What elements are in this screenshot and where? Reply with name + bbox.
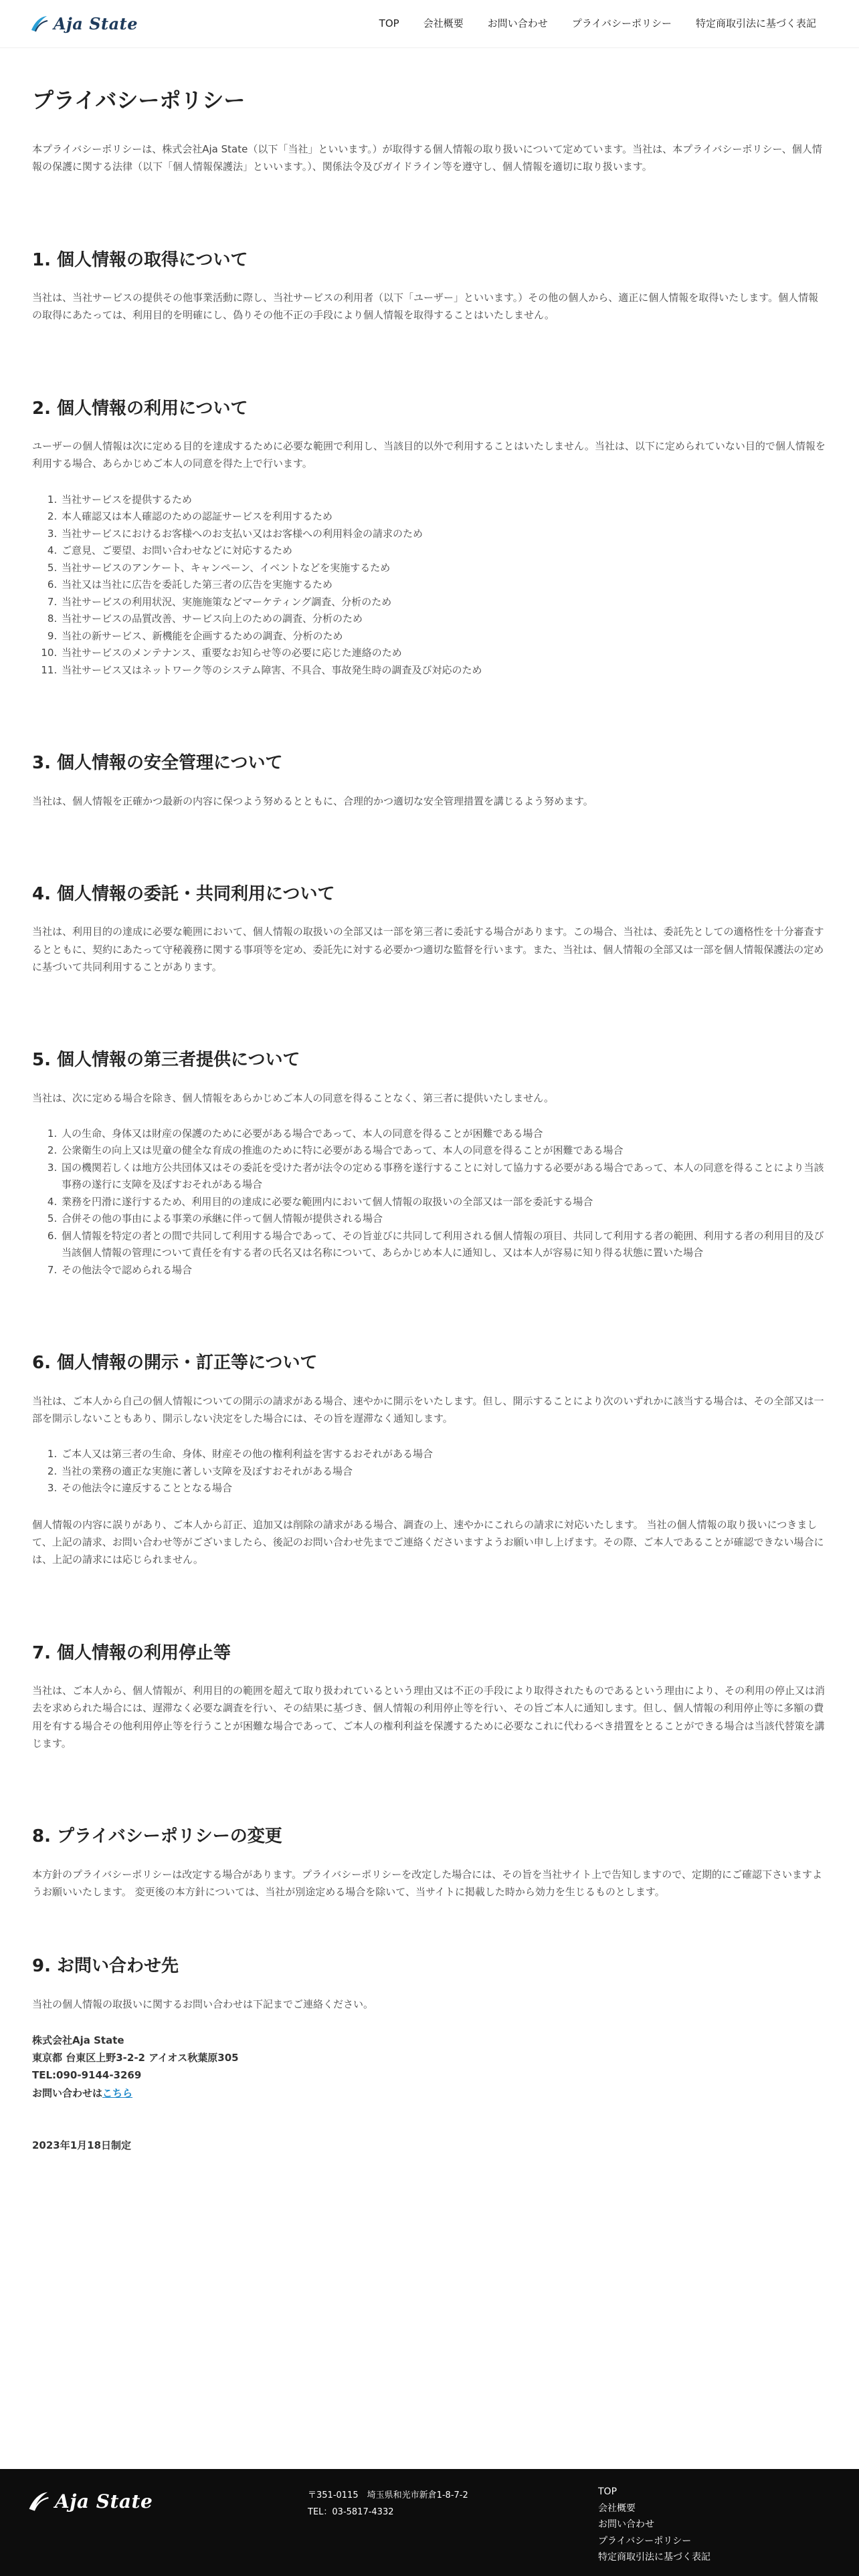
list-item: 4. 業務を円滑に遂行するため、利用目的の達成に必要な範囲内において個人情報の取扱いの全部又は一部を委託する場合 [60,1194,827,1211]
section-body: 当社は、ご本人から、個人情報が、利用目的の範囲を超えて取り扱われているという理由又は不正の手段により取得されたものであるという理由により、その利用の停止又は消去を求められた場合には、遅滞なく必要な調査を行い、その結果に基づき、個人情報の利用停止等を行い、その旨ご本人に通知します。但し、個人情報の利用停止等に多額の費用を有する場合その他利用停止等を行うことが困難な場合であって、ご本人の権利利益を保護するために必要なこれに代わるべき措置をとることができる場合は当該代替策を講じます。 [32,1685,826,1749]
list-item: 1. 当社サービスを提供するため [60,492,827,509]
non-disclosure-list [32,1446,827,1497]
footer-logo[interactable] [27,2484,308,2518]
footer-address: 〒351-0115 埼玉県和光市新倉1-8-7-2 [308,2490,468,2500]
nav-top[interactable]: TOP [379,17,399,30]
footer-nav [598,2484,710,2566]
section-outsourcing [32,879,827,976]
company-name: 株式会社Aja State [32,2034,124,2046]
section-third-party [32,1045,827,1279]
section-title: 4. 個人情報の委託・共同利用について [32,883,335,904]
footer-nav-top[interactable]: TOP [598,2486,617,2497]
main-content [0,48,859,2469]
list-item: 2. 本人確認又は本人確認のための認証サービスを利用するため [60,508,827,526]
footer-tel: TEL：03-5817-4332 [308,2506,394,2517]
site-header [0,0,859,48]
section-body-after: 個人情報の内容に誤りがあり、ご本人から訂正、追加又は削除の請求がある場合、調査の上、速やかにこれらの請求に対応いたします。 当社の個人情報の取り扱いにつきまして、上記の請求、お問い合わせ等がございましたら、後記のお問い合わせ先までご連絡くださいますようお願い申し上げます。その際、ご本人であることが確認できない場合には、上記の請求には応じられません。 [32,1518,824,1566]
section-policy-change [32,1822,827,1901]
section-acquisition [32,245,827,324]
section-body: 当社は、当社サービスの提供その他事業活動に際し、当社サービスの利用者（以下「ユーザー」といいます。）その他の個人から、適正に個人情報を取得いたします。個人情報の取得にあたっては、利用目的を明確にし、偽りその他不正の手段により個人情報を取得することはいたしません。 [32,292,819,322]
company-address: 東京都 台東区上野3-2-2 アイオス秋葉原305 [32,2052,239,2064]
list-item: 3. その他法令に違反することとなる場合 [60,1480,827,1497]
list-item: 5. 合併その他の事由による事業の承継に伴って個人情報が提供される場合 [60,1210,827,1228]
section-title: 2. 個人情報の利用について [32,398,248,419]
list-item: 1. 人の生命、身体又は財産の保護のために必要がある場合であって、本人の同意を得ることが困難である場合 [60,1125,827,1143]
logo-swoosh-icon [29,14,50,34]
footer-address-block [308,2484,598,2520]
nav-company[interactable]: 会社概要 [423,17,464,30]
section-body: ユーザーの個人情報は次に定める目的を達成するために必要な範囲で利用し、当該目的以外で利用することはいたしません。当社は、以下に定められていない目的で個人情報を利用する場合、あらかじめご本人の同意を得た上で行います。 [32,440,826,470]
section-usage [32,394,827,679]
section-body: 当社は、次に定める場合を除き、個人情報をあらかじめご本人の同意を得ることなく、第三者に提供いたしません。 [32,1091,555,1104]
list-item: 2. 公衆衛生の向上又は児童の健全な育成の推進のために特に必要がある場合であって、本人の同意を得ることが困難である場合 [60,1142,827,1160]
footer-logo-text: Aja State [55,2490,153,2512]
section-title: 9. お問い合わせ先 [32,1956,179,1976]
inquiry-prefix: お問い合わせは [32,2086,103,2099]
company-tel: TEL:090-9144-3269 [32,2069,142,2082]
list-item: 4. ご意見、ご要望、お問い合わせなどに対応するため [60,542,827,560]
established-date: 2023年1月18日制定 [32,2139,132,2151]
list-item: 2. 当社の業務の適正な実施に著しい支障を及ぼすおそれがある場合 [60,1463,827,1481]
section-contact [32,1951,827,2154]
list-item: 8. 当社サービスの品質改善、サービス向上のための調査、分析のため [60,611,827,628]
list-item: 11. 当社サービス又はネットワーク等のシステム障害、不具合、事故発生時の調査及び対応のため [60,662,827,679]
list-item: 10. 当社サービスのメンテナンス、重要なお知らせ等の必要に応じた連絡のため [60,645,827,662]
site-logo[interactable] [29,10,138,38]
contact-info [32,2032,827,2102]
list-item: 6. 当社又は当社に広告を委託した第三者の広告を実施するため [60,576,827,594]
inquiry-line [32,2084,827,2102]
section-body: 当社の個人情報の取扱いに関するお問い合わせは下記までご連絡ください。 [32,1998,374,2010]
section-disclosure [32,1348,827,1568]
page-title: プライバシーポリシー [32,88,246,113]
list-item: 9. 当社の新サービス、新機能を企画するための調査、分析のため [60,628,827,645]
section-title: 8. プライバシーポリシーの変更 [32,1826,282,1846]
section-title: 1. 個人情報の取得について [32,249,248,270]
section-body: 当社は、個人情報を正確かつ最新の内容に保つよう努めるとともに、合理的かつ適切な安全管理措置を講じるよう努めます。 [32,794,593,807]
list-item: 5. 当社サービスのアンケート、キャンペーン、イベントなどを実施するため [60,560,827,577]
section-body: 当社は、ご本人から自己の個人情報についての開示の請求がある場合、速やかに開示をいたします。但し、開示することにより次のいずれかに該当する場合は、その全部又は一部を開示しないこともあり、開示しない決定をした場合には、その旨を遅滞なく通知します。 [32,1394,824,1424]
nav-contact[interactable]: お問い合わせ [487,17,548,30]
footer-nav-privacy-policy[interactable]: プライバシーポリシー [598,2535,692,2547]
section-title: 5. 個人情報の第三者提供について [32,1050,300,1070]
section-body: 本方針のプライバシーポリシーは改定する場合があります。プライバシーポリシーを改定した場合には、その旨を当社サイト上で告知しますので、定期的にご確認下さいますようお願いいたします。 変更後の本方針については、当社が別途定める場合を除いて、当サイトに掲載した時から効力を生じるものとします。 [32,1868,822,1898]
nav-privacy-policy[interactable]: プライバシーポリシー [571,17,672,30]
usage-purpose-list [32,492,827,679]
section-security [32,748,827,810]
section-title: 7. 個人情報の利用停止等 [32,1642,231,1663]
nav-commercial-law[interactable]: 特定商取引法に基づく表記 [695,17,816,30]
footer-nav-company[interactable]: 会社概要 [598,2502,636,2514]
logo-swoosh-icon [27,2490,51,2514]
list-item: 3. 国の機関若しくは地方公共団体又はその委託を受けた者が法令の定める事務を遂行することに対して協力する必要がある場合であって、本人の同意を得ることにより当該事務の遂行に支障を及ぼすおそれがある場合 [60,1160,827,1194]
footer-nav-contact[interactable]: お問い合わせ [598,2519,654,2530]
section-body: 当社は、利用目的の達成に必要な範囲において、個人情報の取扱いの全部又は一部を第三者に委託する場合があります。この場合、当社は、委託先としての適格性を十分審査するとともに、契約にあたって守秘義務に関する事項等を定め、委託先に対する必要かつ適切な監督を行います。また、当社は、個人情報の全部又は一部を個人情報保護法の定めに基づいて共同利用することがあります。 [32,926,824,973]
list-item: 7. その他法令で認められる場合 [60,1262,827,1279]
section-title: 6. 個人情報の開示・訂正等について [32,1353,318,1374]
logo-text: Aja State [54,13,138,33]
inquiry-link[interactable]: こちら [102,2086,133,2099]
list-item: 3. 当社サービスにおけるお客様へのお支払い又はお客様への利用料金の請求のため [60,526,827,543]
third-party-exception-list [32,1125,827,1279]
section-suspension [32,1638,827,1753]
list-item: 6. 個人情報を特定の者との間で共同して利用する場合であって、その旨並びに共同して利用される個人情報の項目、共同して利用する者の範囲、利用する者の利用目的及び当該個人情報の管理について責任を有する者の氏名又は名称について、あらかじめ本人に通知し、又は本人が容易に知り得る状態に置いた場合 [60,1228,827,1262]
list-item: 7. 当社サービスの利用状況、実施施策などマーケティング調査、分析のため [60,594,827,611]
intro-text: 本プライバシーポリシーは、株式会社Aja State（以下「当社」といいます。）が取得する個人情報の取り扱いについて定めています。当社は、本プライバシーポリシー、個人情報の保護に関する法律（以下「個人情報保護法」といいます。）、関係法令及びガイドライン等を遵守し、個人情報を適切に取り扱います。 [32,143,822,173]
section-title: 3. 個人情報の安全管理について [32,753,283,773]
main-nav [379,15,816,32]
site-footer [0,2469,859,2576]
list-item: 1. ご本人又は第三者の生命、身体、財産その他の権利利益を害するおそれがある場合 [60,1446,827,1463]
footer-nav-commercial-law[interactable]: 特定商取引法に基づく表記 [598,2552,710,2563]
